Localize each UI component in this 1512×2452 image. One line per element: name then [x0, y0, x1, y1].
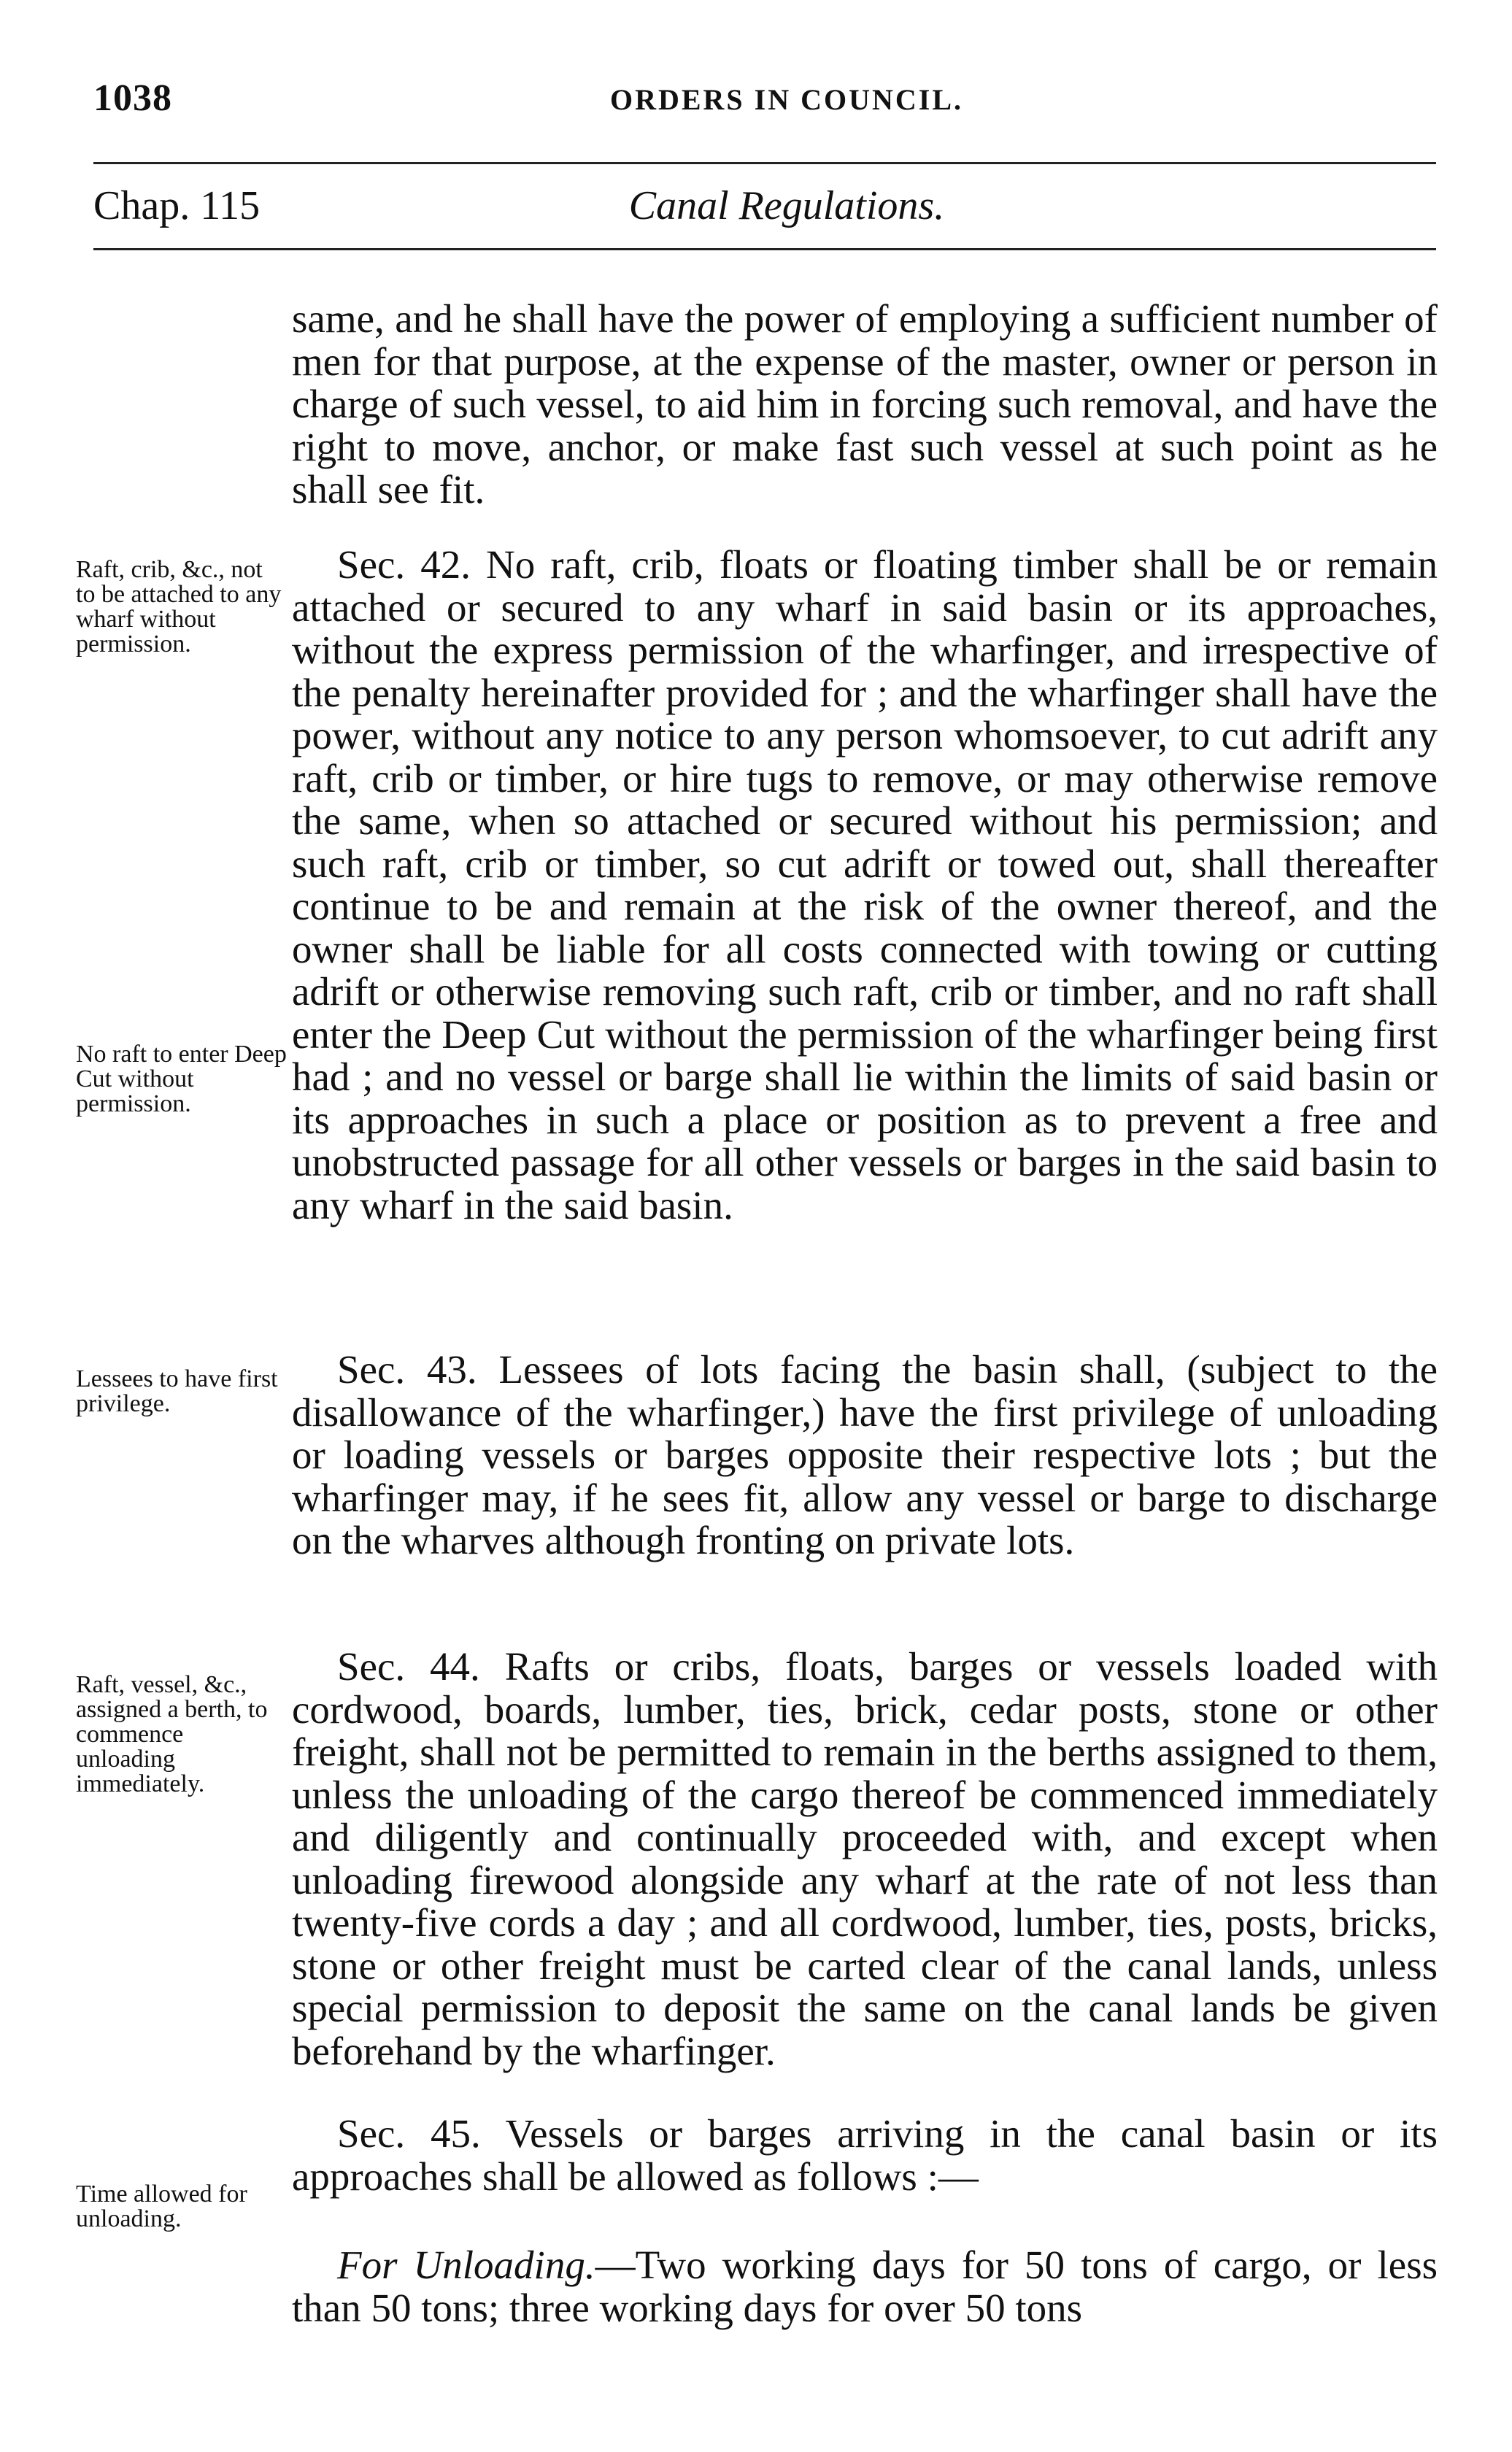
margin-note-lessees: Lessees to have first privilege.: [76, 1365, 278, 1417]
margin-note-deep-cut: No raft to enter Deep Cut without permission.: [76, 1041, 287, 1117]
section-44-label: Sec. 44.: [337, 1644, 480, 1689]
chapter-line: [93, 182, 1436, 241]
section-44-text: Rafts or cribs, floats, barges or vessels loaded with cordwood, boards, lumber, ties, brick, cedar posts, stone or other freight, shall not be permitted to remain in the berths assigned to them, unless the unloading of the cargo thereof be commenced immediately and diligently and continually proceeded with, and except when unloading firewood alongside any wharf at the rate of not less than twenty-five cords a day ; and all cordwood, lumber, ties, posts, bricks, stone or other freight must be carted clear of the canal lands, unless special permission to deposit the same on the canal lands be given beforehand by the wharfinger.: [292, 1644, 1438, 2073]
continuation-paragraph: same, and he shall have the power of employing a sufficient number of men for that purpose, at the expense of the master, owner or person in charge of such vessel, to aid him in forcing such removal, and have the right to move, anchor, or make fast such vessel at such point as he shall see fit.: [292, 296, 1438, 512]
section-42-label: Sec. 42.: [337, 542, 471, 587]
margin-note-time-allowed: Time allowed for unloading.: [76, 2181, 247, 2232]
section-42: [292, 544, 1438, 1227]
section-45-text: Vessels or barges arriving in the canal basin or its approaches shall be allowed as follows :—: [292, 2111, 1438, 2199]
unloading-label: For Unloading.: [337, 2243, 595, 2287]
header-rule-bottom: [93, 248, 1436, 250]
page-number: 1038: [93, 77, 172, 119]
section-45-label: Sec. 45.: [337, 2111, 481, 2156]
section-45: [292, 2113, 1438, 2198]
running-head: [93, 77, 1436, 135]
section-44: [292, 1646, 1438, 2073]
section-42-text: No raft, crib, floats or floating timber shall be or remain attached or secured to any wharf in said basin or its approaches, without the express permission of the wharfinger, and irrespective of the penalty hereinafter provided for ; and the wharfinger shall have the power, without any notice to any person whomsoever, to cut adrift any raft, crib or timber, or hire tugs to remove, or may otherwise remove the same, when so attached or secured without his permission; and such raft, crib or timber, so cut adrift or towed out, shall thereafter continue to be and remain at the risk of the owner thereof, and the owner shall be liable for all costs connected with towing or cutting adrift or otherwise removing such raft, crib or timber, and no raft shall enter the Deep Cut without the permission of the wharfinger being first had ; and no vessel or barge shall lie within the limits of said basin or its approaches in such a place or position as to prevent a free and unobstructed passage for all other vessels or barges in the said basin to any wharf in the said basin.: [292, 542, 1438, 1227]
margin-note-berth: Raft, vessel, &c., assigned a berth, to commence unloading immediately.: [76, 1671, 268, 1797]
section-43-label: Sec. 43.: [337, 1347, 477, 1392]
running-title: ORDERS IN COUNCIL.: [609, 83, 964, 116]
margin-note-raft-crib: Raft, crib, &c., not to be attached to any wharf without permission.: [76, 556, 282, 658]
section-43-text: Lessees of lots facing the basin shall, (subject to the disallowance of the wharfinger,) have the first privilege of unloading or loading vessels or barges opposite their respective lots ; but the wharfinger may, if he sees fit, allow any vessel or barge to discharge on the wharves although fronting on private lots.: [292, 1347, 1438, 1562]
chapter-title: Canal Regulations.: [628, 183, 945, 228]
header-rule-top: [93, 162, 1436, 164]
section-43: [292, 1349, 1438, 1562]
chapter-number: Chap. 115: [93, 183, 261, 228]
unloading-paragraph: [292, 2244, 1438, 2329]
unloading-text: —Two working days for 50 tons of cargo, or less than 50 tons; three working days for over 50 tons: [292, 2243, 1438, 2330]
